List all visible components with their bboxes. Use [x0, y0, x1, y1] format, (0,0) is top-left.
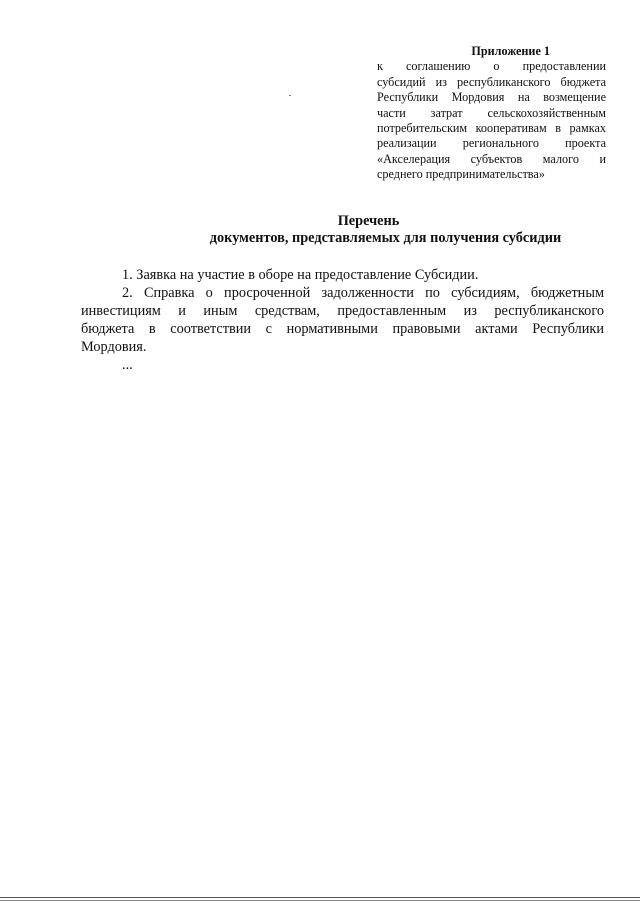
appendix-title: Приложение 1: [471, 44, 550, 58]
appendix-line: Республики Мордовия на возмещение: [377, 90, 606, 105]
appendix-header: [377, 44, 606, 183]
list-item-2-line: бюджета в соответствии с нормативными правовыми актами Республики: [81, 321, 604, 337]
list-item-2-line: 2. Справка о просроченной задолженности по субсидиям, бюджетным: [122, 285, 604, 301]
appendix-line: среднего предпринимательства»: [377, 167, 545, 182]
appendix-line: потребительским кооперативам в рамках: [377, 121, 606, 136]
page-bottom-edge: [0, 900, 640, 901]
appendix-line: реализации регионального проекта: [377, 136, 606, 151]
list-item-2-line: Мордовия.: [81, 339, 147, 355]
document-list: [81, 266, 604, 374]
list-item-2: [81, 284, 604, 356]
page-bottom-edge: [0, 897, 640, 898]
appendix-line: к соглашению о предоставлении: [377, 59, 606, 74]
heading-subtitle: документов, представляемых для получения субсидии: [209, 230, 562, 246]
appendix-line: субсидий из республиканского бюджета: [377, 74, 606, 89]
heading-title: Перечень: [337, 213, 400, 229]
appendix-description: [377, 59, 606, 182]
list-item-2-line: инвестициям и иным средствам, предоставленным из республиканского: [81, 303, 604, 319]
document-heading: [80, 213, 640, 247]
list-continuation: ...: [122, 357, 133, 373]
appendix-line: части затрат сельскохозяйственным: [377, 105, 606, 120]
list-item-1: 1. Заявка на участие в оборе на предоставление Субсидии.: [122, 267, 479, 283]
scan-artifact: [289, 95, 291, 96]
appendix-line: «Акселерация субъектов малого и: [377, 151, 606, 166]
